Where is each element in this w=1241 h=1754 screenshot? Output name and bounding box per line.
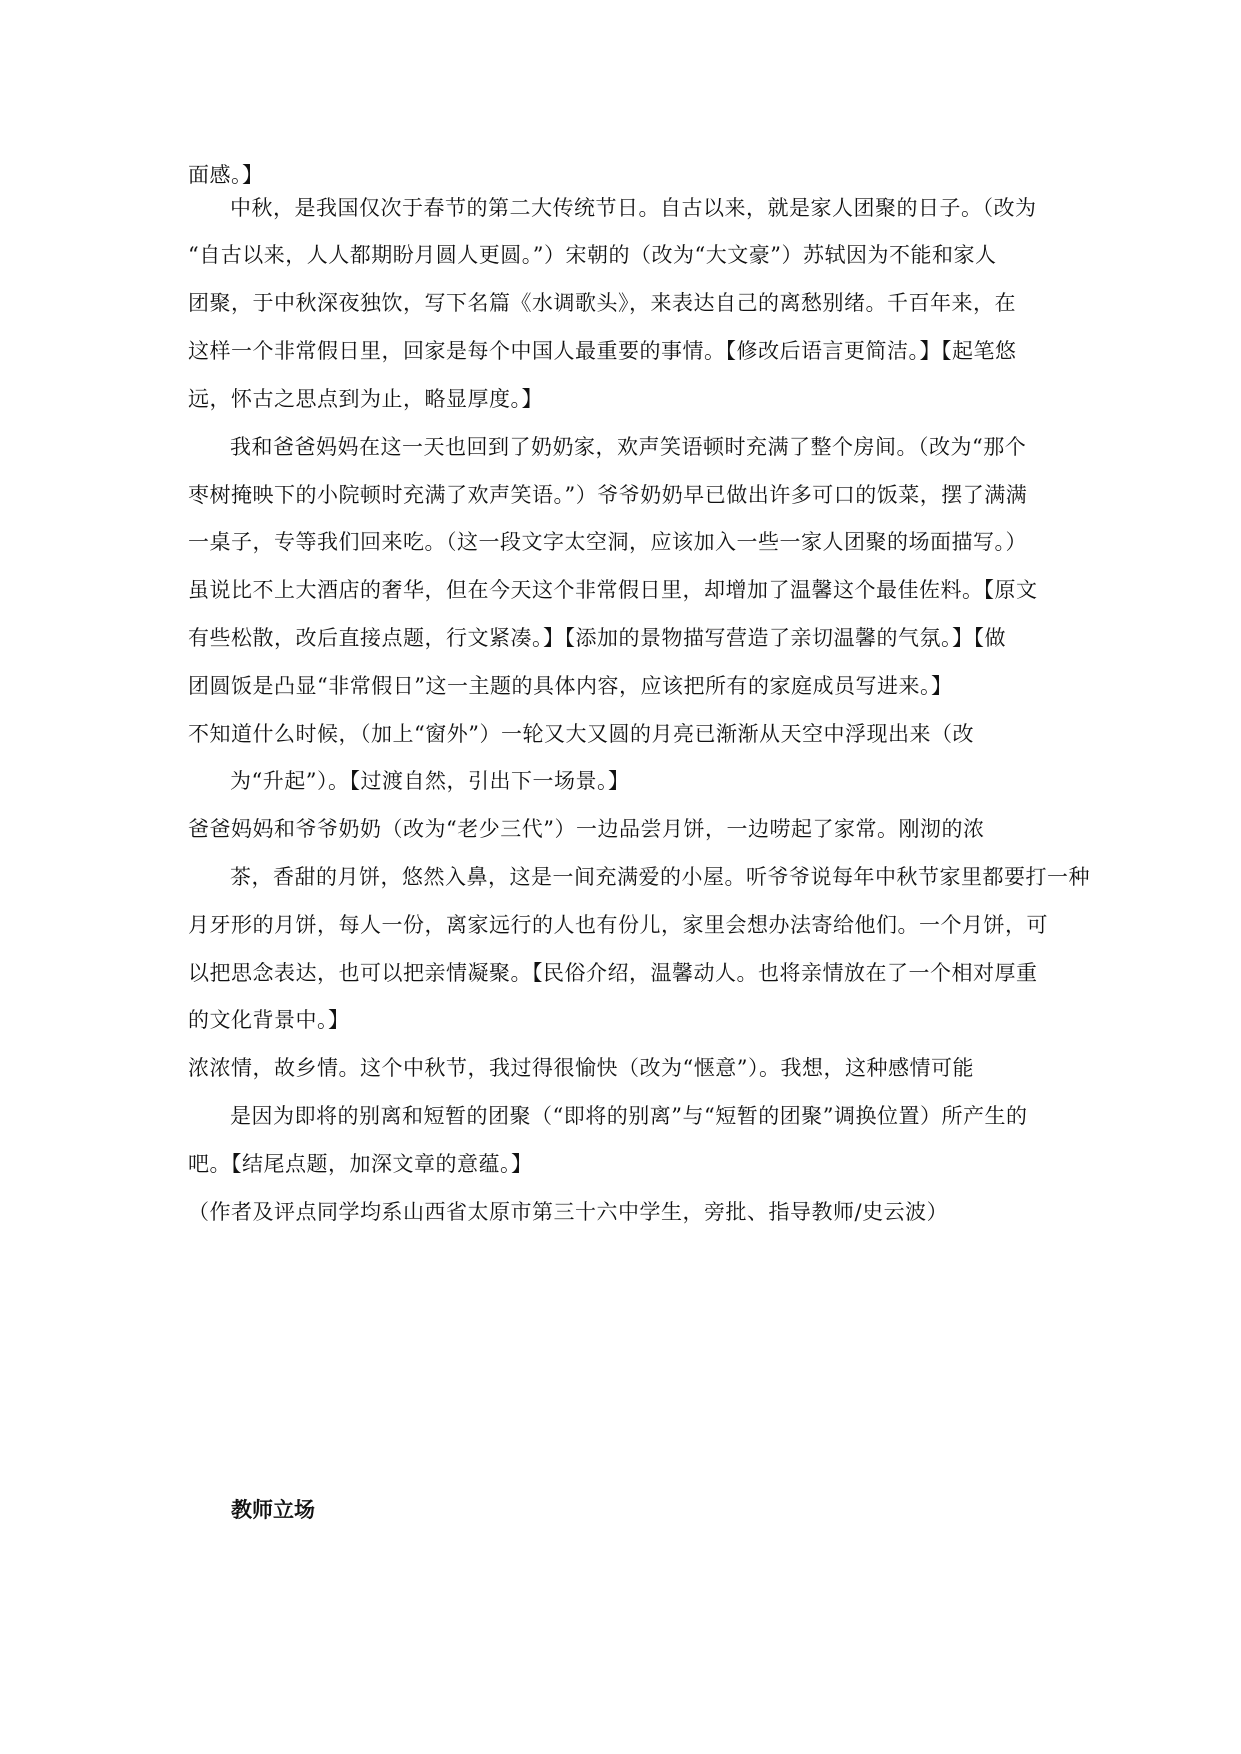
- text-line: 吧。【结尾点题，加深文章的意蕴。】: [188, 1152, 533, 1176]
- text-line: 月牙形的月饼，每人一份，离家远行的人也有份儿，家里会想办法寄给他们。一个月饼，可: [188, 913, 1048, 937]
- text-line: 枣树掩映下的小院顿时充满了欢声笑语。”）爷爷奶奶早已做出许多可口的饭菜，摆了满满: [188, 483, 1028, 507]
- text-line: 是因为即将的别离和短暂的团聚（“即将的别离”与“短暂的团聚”调换位置）所产生的: [230, 1104, 1028, 1128]
- text-line: 茶，香甜的月饼，悠然入鼻，这是一间充满爱的小屋。听爷爷说每年中秋节家里都要打一种: [230, 865, 1090, 889]
- text-line: 团聚，于中秋深夜独饮，写下名篇《水调歌头》，来表达自己的离愁别绪。千百年来，在: [188, 291, 1016, 315]
- text-line: 中秋，是我国仅次于春节的第二大传统节日。自古以来，就是家人团聚的日子。（改为: [230, 196, 1037, 220]
- text-line: 不知道什么时候，（加上“窗外”）一轮又大又圆的月亮已渐渐从天空中浮现出来（改: [188, 722, 974, 746]
- text-line: 这样一个非常假日里，回家是每个中国人最重要的事情。【修改后语言更简洁。】【起笔悠: [188, 339, 1017, 363]
- text-line: 为“升起”）。【过渡自然，引出下一场景。】: [230, 769, 630, 793]
- text-line: “自古以来，人人都期盼月圆人更圆。”）宋朝的（改为“大文豪”）苏轼因为不能和家人: [188, 243, 997, 267]
- text-line: 面感。】: [188, 163, 264, 187]
- text-line: （作者及评点同学均系山西省太原市第三十六中学生，旁批、指导教师/史云波）: [188, 1200, 949, 1224]
- text-line: 团圆饭是凸显“非常假日”这一主题的具体内容，应该把所有的家庭成员写进来。】: [188, 674, 953, 698]
- text-line: 的文化背景中。】: [188, 1008, 350, 1032]
- text-line: 虽说比不上大酒店的奢华，但在今天这个非常假日里，却增加了温馨这个最佳佐料。【原文: [188, 578, 1038, 602]
- section-heading: 教师立场: [231, 1497, 315, 1522]
- text-line: 爸爸妈妈和爷爷奶奶（改为“老少三代”）一边品尝月饼，一边唠起了家常。刚沏的浓: [188, 817, 985, 841]
- text-line: 以把思念表达，也可以把亲情凝聚。【民俗介绍，温馨动人。也将亲情放在了一个相对厚重: [188, 961, 1038, 985]
- text-line: 有些松散，改后直接点题，行文紧凑。】【添加的景物描写营造了亲切温馨的气氛。】【做: [188, 626, 1006, 650]
- text-line: 我和爸爸妈妈在这一天也回到了奶奶家，欢声笑语顿时充满了整个房间。（改为“那个: [230, 435, 1027, 459]
- text-line: 远，怀古之思点到为止，略显厚度。】: [188, 387, 543, 411]
- text-line: 一桌子，专等我们回来吃。（这一段文字太空洞，应该加入一些一家人团聚的场面描写。）: [188, 530, 1027, 554]
- text-line: 浓浓情，故乡情。这个中秋节，我过得很愉快（改为“惬意”）。我想，这种感情可能: [188, 1056, 974, 1080]
